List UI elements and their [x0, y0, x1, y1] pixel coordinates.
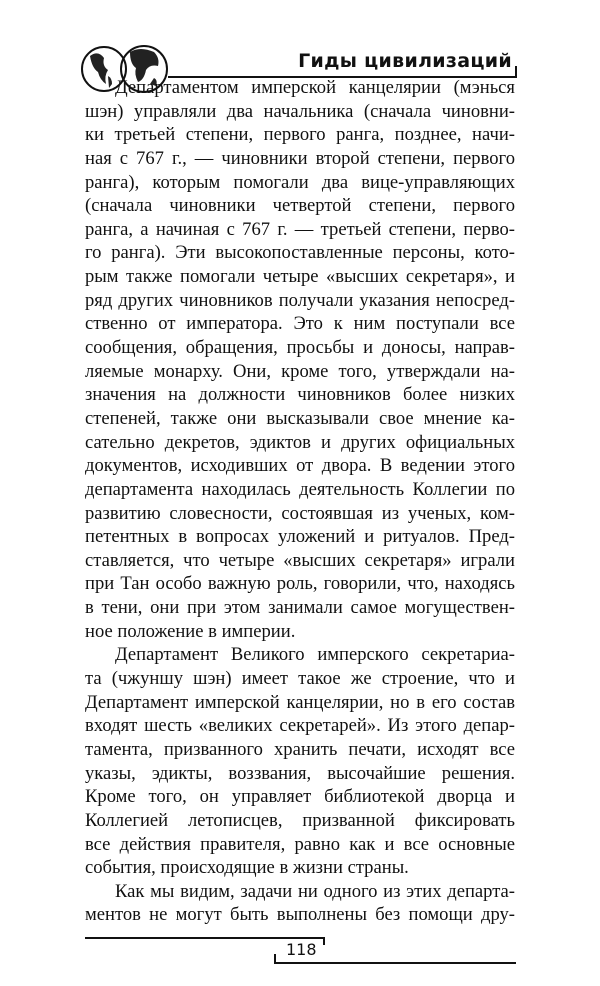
text-line: ляемые монарху. Они, кроме того, утверждали на- — [85, 360, 515, 382]
text-line: ранга), которым помогали два вице-управляющих — [85, 171, 515, 193]
text-line: ственно от императора. Это к ним поступали все — [85, 313, 515, 335]
text-line: та (чжуншу шэн) имеет такое же строение, что и — [85, 668, 515, 690]
text-line: шэн) управляли два начальника (сначала чиновни- — [85, 100, 515, 122]
text-line: Департаментом имперской канцелярии (мэнься — [115, 77, 515, 98]
text-line: Департамент имперской канцелярии, но в его состав — [85, 691, 515, 713]
text-line: входят шесть «великих секретарей». Из этого депар- — [85, 715, 515, 737]
text-line: го ранга). Эти высокопоставленные персоны, кото- — [85, 242, 515, 264]
text-line: Коллегией летописцев, призванной фиксировать — [85, 809, 515, 831]
text-line: тамента, призванного хранить печати, исходят все — [85, 738, 515, 760]
text-line: все действия правителя, равно как и все основные — [85, 833, 515, 855]
paragraph — [85, 880, 515, 927]
body-text — [85, 76, 515, 927]
text-line: при Тан особо важную роль, говорили, что, находясь — [85, 573, 515, 595]
text-line: ряд других чиновников получали указания непосред- — [85, 289, 515, 311]
text-line: ная с 767 г., — чиновники второй степени, первого — [85, 147, 515, 169]
text-line: ранга, а начиная с 767 г. — третьей степени, перво- — [85, 218, 515, 240]
text-line: ментов не могут быть выполнены без помощи дру- — [85, 904, 515, 926]
text-line: в тени, они при этом занимали самое могуществен- — [85, 597, 515, 619]
text-line: события, происходящие в жизни страны. — [85, 857, 409, 879]
text-line: документов, исходивших от двора. В ведении этого — [85, 455, 515, 477]
text-line: ное положение в империи. — [85, 620, 296, 642]
paragraph — [85, 643, 515, 879]
page-number: 118 — [286, 940, 317, 959]
text-line: развитию словесности, состоявшая из ученых, ком- — [85, 502, 515, 524]
text-line: петентных в вопросах уложений и ритуалов. Пред- — [85, 526, 515, 548]
text-line: указы, эдикты, воззвания, высочайшие решения. — [85, 762, 515, 784]
text-line: сательно декретов, эдиктов и других официальных — [85, 431, 515, 453]
text-line: степеней, также они высказывали свое мнение ка- — [85, 407, 515, 429]
text-line: департамента находилась деятельность Коллегии по — [85, 478, 515, 500]
footer-rule-right — [274, 962, 516, 964]
text-line: рым также помогали четыре «высших секретаря», и — [85, 266, 515, 288]
running-header-title: Гиды цивилизаций — [298, 50, 512, 72]
text-line: Департамент Великого имперского секретариа- — [115, 644, 515, 666]
header-rule-tick — [515, 66, 517, 78]
footer-rule-left — [85, 937, 325, 939]
text-line: сообщения, обращения, просьбы и доносы, направ- — [85, 337, 515, 359]
text-line: (сначала чиновники четвертой степени, первого — [85, 195, 515, 217]
text-line: Как мы видим, задачи ни одного из этих департа- — [115, 880, 515, 902]
text-line: значения на должности чиновников более низких — [85, 384, 515, 406]
footer-rule-tick — [323, 937, 325, 945]
text-line: ставляется, что четыре «высших секретаря» играли — [85, 549, 515, 571]
text-line: ки третьей степени, первого ранга, позднее, начи- — [85, 124, 515, 146]
text-line: Кроме того, он управляет библиотекой дворца и — [85, 786, 515, 808]
paragraph — [85, 76, 515, 643]
